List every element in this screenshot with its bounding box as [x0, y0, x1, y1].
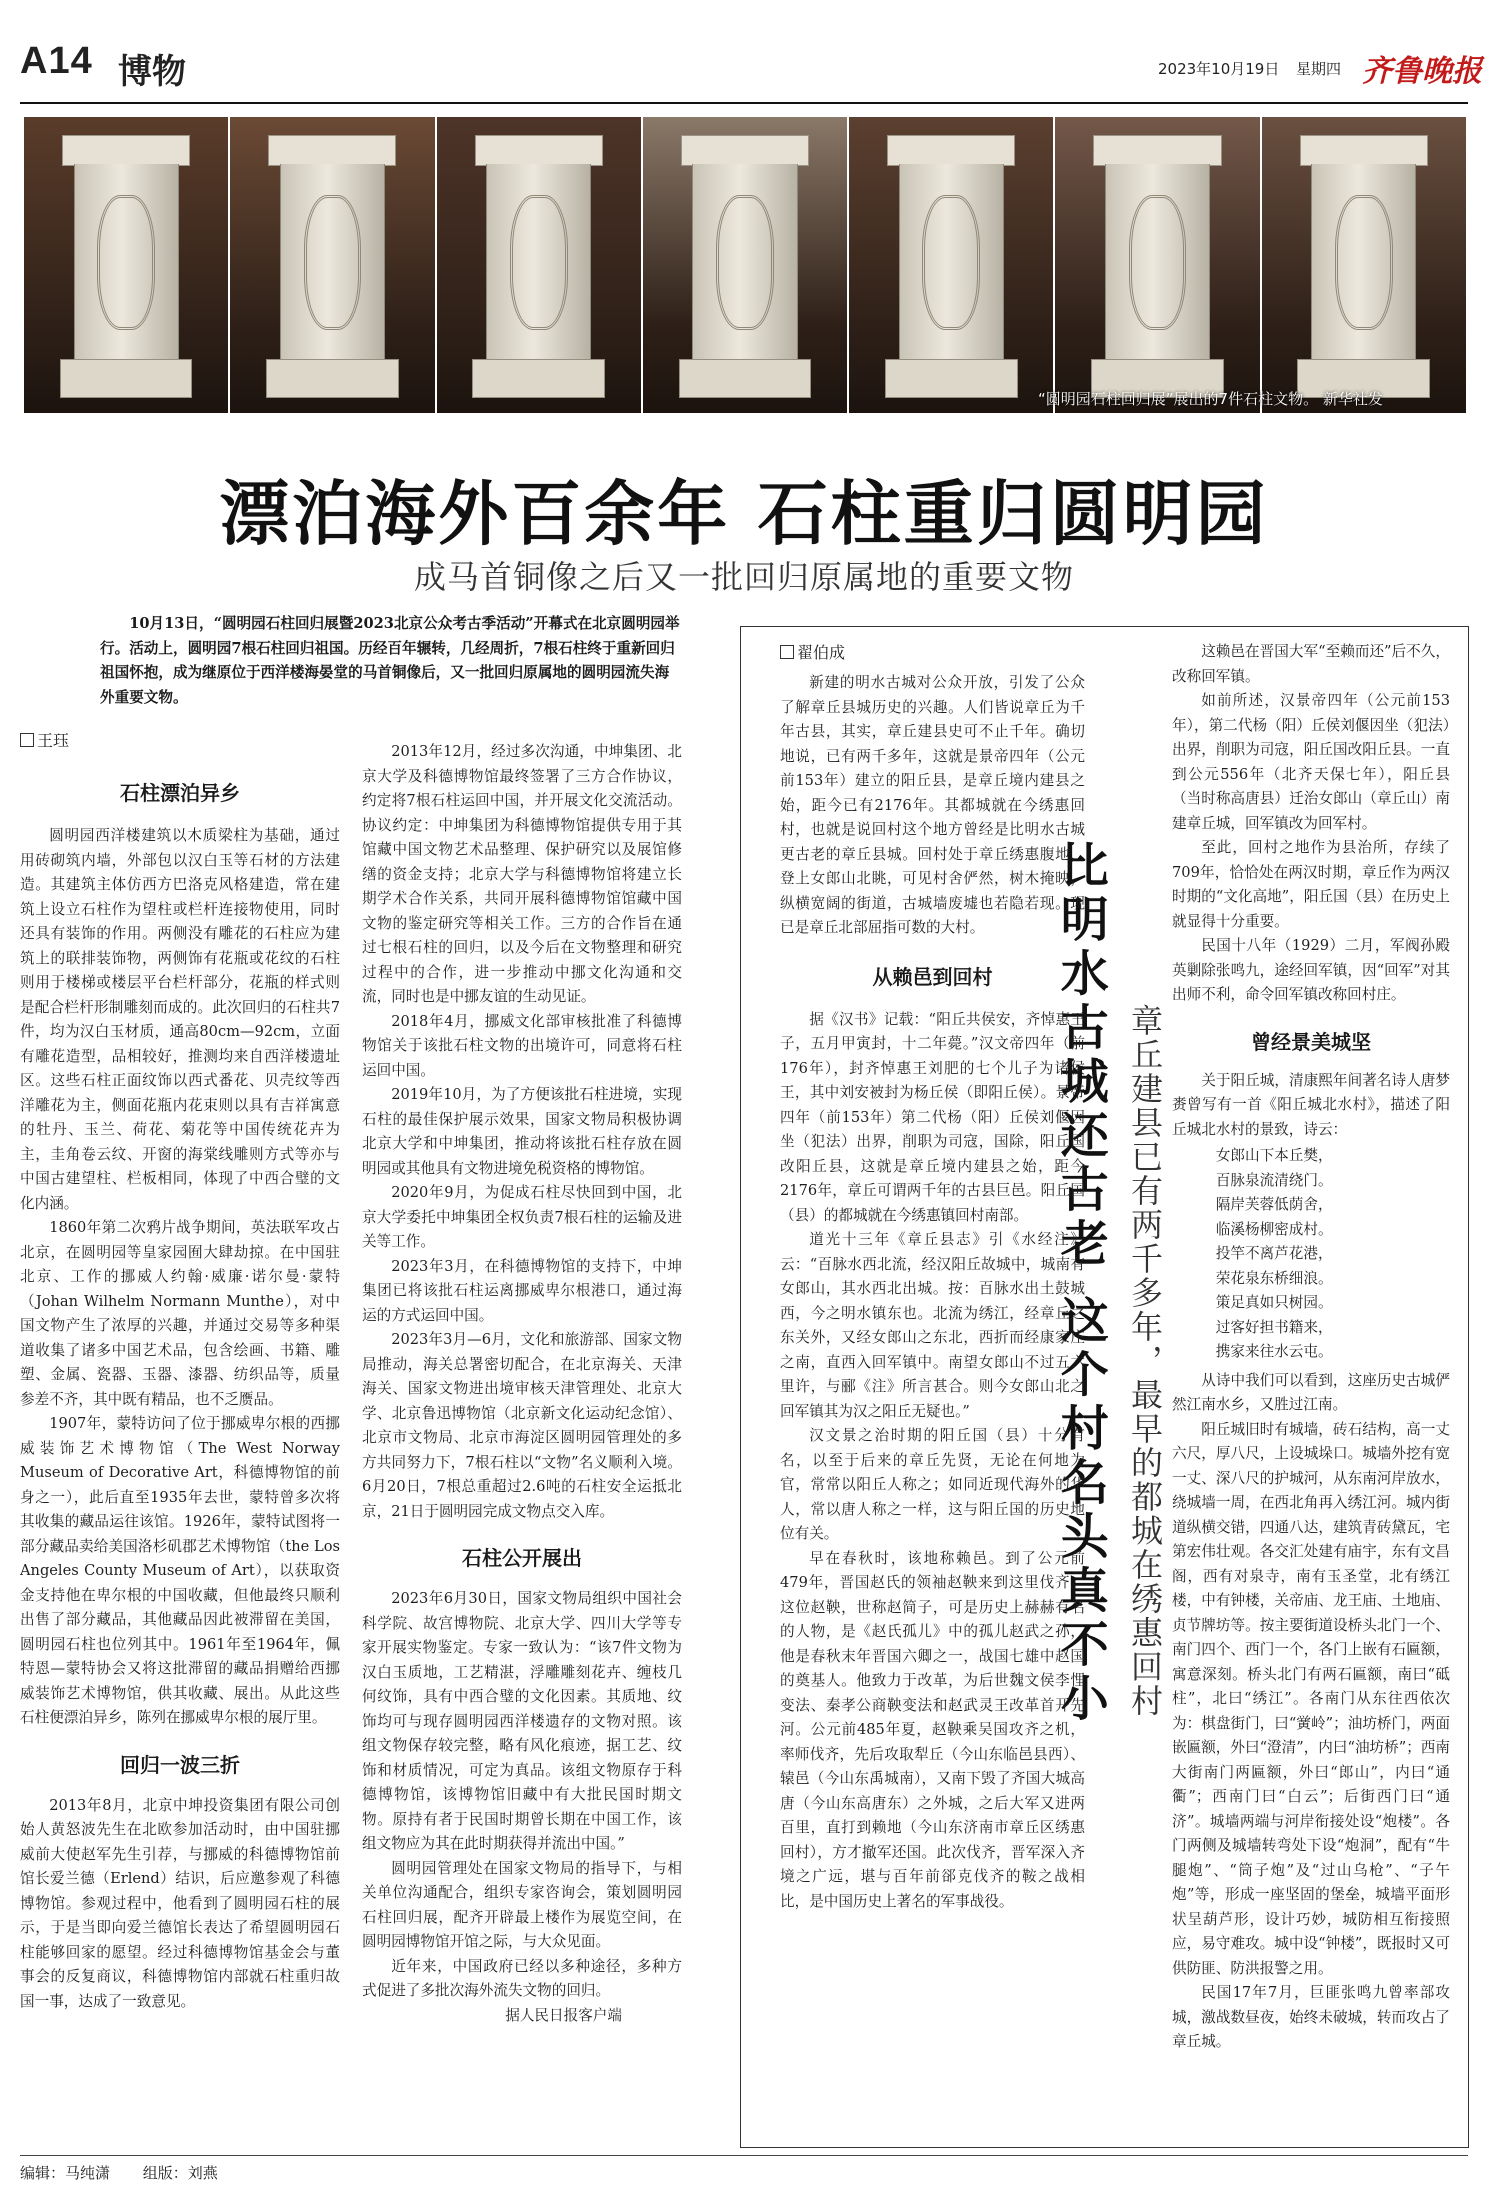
- stone-pillar: [275, 135, 389, 398]
- stone-pillar: [482, 135, 596, 398]
- article-body: [1172, 1069, 1450, 2055]
- paragraph: 民国十八年（1929）二月，军阀孙殿英剿除张鸣九，途经回军镇，因“回军”对其出师不利，命令回军镇改称回村庄。: [1172, 937, 1450, 1003]
- layout-credit: 组版：刘燕: [142, 2164, 218, 2182]
- paragraph: 2023年3月—6月，文化和旅游部、国家文物局推动，海关总署密切配合，在北京海关、天津海关、国家文物进出境审核天津管理处、北京大学、北京鲁迅博物馆（北京新文化运动纪念馆）、北京市文物局、北京市海淀区圆明园管理处的多方共同努力下，7根石柱以“文物”名义顺利入境。6月20日，7根总重超过2.6吨的石柱安全运抵北京，21日于圆明园完成文物点交入库。: [362, 1331, 682, 1520]
- section-heading: 曾经景美城坚: [1251, 1029, 1371, 1054]
- article-body: [780, 671, 1085, 941]
- paragraph: 道光十三年《章丘县志》引《水经注》云：“百脉水西北流，经汉阳丘故城中，城南有女郎山，其水西北出城。按：百脉水出土鼓城西，今之明水镇东也。北流为绣江，经章丘之东关外，又经女郎山之东北，西折而经康家庄之南，直西入回军镇中。南望女郎山不过五六里许，与郦《注》所言甚合。则今女郎山北之回军镇其为汉之阳丘无疑也。”: [780, 1231, 1085, 1420]
- paragraph: 圆明园管理处在国家文物局的指导下，与相关单位沟通配合，组织专家咨询会，策划圆明园石柱回归展，配齐开辟最上楼作为展览空间，在圆明园博物馆开馆之际，与大众见面。: [362, 1859, 682, 1950]
- lead-paragraph: [100, 612, 682, 710]
- paragraph: 据《汉书》记载：“阳丘共侯安，齐悼惠王子，五月甲寅封，十二年薨。”汉文帝四年（前176年），封齐悼惠王刘肥的七个儿子为诸侯王，其中刘安被封为杨丘侯（即阳丘侯）。景帝四年（前153年）第二代杨（阳）丘侯刘偃因坐（犯法）出界，削职为司寇，国除，阳丘国改阳丘县，这就是章丘境内建县之始，距今2176年，章丘可谓两千年的古县巨邑。阳丘国（县）的都城就在今绣惠镇回村南部。: [780, 1010, 1085, 1224]
- poem-line: 百脉泉流清绕门。: [1215, 1171, 1333, 1189]
- paragraph: 2023年3月，在科德博物馆的支持下，中坤集团已将该批石柱运离挪威卑尔根港口，通过海运的方式运回中国。: [362, 1257, 682, 1324]
- section-heading: 从赖邑到回村: [872, 964, 993, 989]
- paragraph: 1860年第二次鸦片战争期间，英法联军攻占北京，在圆明园等皇家园囿大肆劫掠。在中国驻北京、工作的挪威人约翰·威廉·诺尔曼·蒙特（Johan Wilhelm Normann Munthe），对中国文物产生了浓厚的兴趣，并通过交易等多种渠道收集了诸多中国艺术品，包含绘画、书籍、雕塑、金属、瓷器、玉器、漆器、纺织品等，质量参差不齐，其中既有精品，也不乏赝品。: [20, 1219, 340, 1408]
- article-body: [20, 824, 340, 1731]
- article-body: [20, 1794, 340, 2015]
- right-article-col-1: [780, 640, 1085, 1914]
- paragraph: 2013年8月，北京中坤投资集团有限公司创始人黄怒波先生在北欧参加活动时，由中国驻挪威前大使赵军先生引荐，与挪威的科德博物馆前馆长爱兰德（Erlend）结识，后应邀参观了科德博物馆。参观过程中，他看到了圆明园石柱的展示，于是当即向爱兰德馆长表达了希望圆明园石柱能够回家的愿望。经过科德博物馆基金会与董事会的反复商议，科德博物馆内部就石柱重归故国一事，达成了一致意见。: [20, 1796, 340, 2010]
- poem-line: 荣花泉东桥细浪。: [1215, 1269, 1333, 1287]
- poem-line: 策足真如只树园。: [1215, 1294, 1333, 1311]
- paragraph: 阳丘城旧时有城墙，砖石结构，高一丈六尺，厚八尺，上设城垛口。城墙外挖有宽一丈、深八尺的护城河，从东南河岸放水，绕城墙一周，在西北角再入绣江河。城内街道纵横交错，四通八达，建筑青砖黛瓦，宅第宏伟壮观。各交汇处建有庙宇，东有文昌阁，西有对泉寺，南有玉圣堂，北有绣江楼，中有钟楼，关帝庙、龙王庙、土地庙、贞节牌坊等。按主要街道设桥头北门一个、南门四个、西门一个，各门上嵌有石匾额，寓意深刻。桥头北门有两石匾额，南曰“砥柱”，北曰“绣江”。各南门从东往西依次为：棋盘街门，曰“黉岭”；油坊桥门，两面嵌匾额，外曰“澄清”，内曰“油坊桥”；西南大街南门两匾额，外曰“郎山”，内曰“通衢”；西南门曰“白云”；后街西门曰“通济”。城墙两端与河岸衔接处设“炮楼”。各门两侧及城墙转弯处下设“炮洞”，配有“牛腿炮”、“筒子炮”及“过山乌枪”、“子午炮”等，形成一座坚固的堡垒，城墙平面形状呈葫芦形，设计巧妙，城防相互衔接照应，易守难攻。城中设“钟楼”，既报时又可供防匪、防洪报警之用。: [1172, 1420, 1450, 1977]
- pillar-photo-panel: [643, 117, 847, 413]
- paragraph: 2013年12月，经过多次沟通，中坤集团、北京大学及科德博物馆最终签署了三方合作协议，约定将7根石柱运回中国，并开展文化交流活动。协议约定：中坤集团为科德博物馆提供专用于其馆藏中国文物艺术品整理、保护研究以及展馆修缮的资金支持；北京大学与科德博物馆将建立长期学术合作关系，共同开展科德博物馆馆藏中国文物的鉴定研究等相关工作。三方的合作旨在通过七根石柱的回归，以及今后在文物整理和研究过程中的合作，进一步推动中挪文化沟通和交流，同时也是中挪友谊的生动见证。: [362, 743, 682, 1005]
- author-byline: [780, 640, 1085, 663]
- paragraph: 关于阳丘城，清康熙年间著名诗人唐梦赉曾写有一首《阳丘城北水村》，描述了阳丘城北水村的景致，诗云：: [1172, 1071, 1450, 1138]
- paragraph: 至此，回村之地作为县治所，存续了709年，恰恰处在两汉时期，章丘作为两汉时期的“文化高地”，阳丘国（县）在历史上就显得十分重要。: [1172, 839, 1450, 930]
- right-article-col-2: [1172, 640, 1450, 2055]
- pillar-photo-panel: [24, 117, 228, 413]
- poem-line: 隔岸芙蓉低荫舍，: [1215, 1196, 1333, 1213]
- main-headline: 漂泊海外百余年 石柱重归圆明园: [219, 472, 1269, 555]
- photo-caption: “圆明园石柱回归展”展出的7件石柱文物。 新华社发: [1038, 390, 1383, 408]
- pillar-photo-panel: [1055, 117, 1259, 413]
- author-name: 王珏: [37, 731, 70, 750]
- section-heading: 石柱公开展出: [462, 1546, 582, 1570]
- author-byline: [20, 728, 340, 751]
- poem-line: 女郎山下本丘樊，: [1215, 1147, 1333, 1164]
- paragraph: 圆明园西洋楼建筑以木质梁柱为基础，通过用砖砌筑内墙，外部包以汉白玉等石材的方法建造。其建筑主体仿西方巴洛克风格建造，常在建筑上设立石柱作为望柱或栏杆连接物使用，同时还具有装饰的作用。两侧没有雕花的石柱应为建筑上的联排装饰物，两侧饰有花瓶或花纹的石柱则用于楼梯或楼层平台栏杆部分，花瓶的样式则是配合栏杆形制雕刻而成的。此次回归的石柱共7件，均为汉白玉材质，通高80cm—92cm，立面有雕花造型，品相较好，推测均来自西洋楼遗址区。这些石柱正面纹饰以西式番花、贝壳纹等西洋雕花为主，侧面花瓶内花束则以具有吉祥寓意的牡丹、玉兰、荷花、菊花等中国传统花卉为主，圭角卷云纹、开窗的海棠线雕则方式等亦与中国古建望柱、栏板相同，体现了中西合璧的文化内涵。: [20, 827, 340, 1212]
- newspaper-logo: 齐鲁晚报: [1362, 54, 1482, 89]
- paragraph: 民国17年7月，巨匪张鸣九曾率部攻城，激战数昼夜，始终未破城，转而攻占了章丘城。: [1172, 1984, 1450, 2050]
- footer-rule: [20, 2155, 1468, 2156]
- page-number: A14: [20, 40, 93, 82]
- footer-credits: [20, 2162, 246, 2183]
- paragraph: 汉文景之治时期的阳丘国（县）十分有名，以至于后来的章丘先贤，无论在何地为官，常常以阳丘人称之；如同近现代海外的华人，常以唐人称之一样，这与阳丘国的历史地位有关。: [780, 1427, 1085, 1542]
- poem: [1172, 1144, 1450, 1365]
- editor-credit: 编辑：马纯潇: [20, 2164, 111, 2182]
- author-name: 翟伯成: [797, 643, 846, 662]
- poem-line: 过客好担书籍来，: [1215, 1318, 1333, 1336]
- article-body: [1172, 640, 1450, 1008]
- source-credit: 据人民日报客户端: [505, 2006, 622, 2024]
- pillar-photo-panel: [230, 117, 434, 413]
- paragraph: 2023年6月30日，国家文物局组织中国社会科学院、故宫博物院、北京大学、四川大学等专家开展实物鉴定。专家一致认为：“该7件文物为汉白玉质地，工艺精湛，浮雕雕刻花卉、缠枝几何纹饰，具有中西合璧的文化因素。其质地、纹饰均可与现存圆明园西洋楼遗存的文物对照。该组文物保存较完整，略有风化痕迹，据工艺、纹饰和材质情况，可定为真品。该组文物原存于科德博物馆，该博物馆旧藏中有大批民国时期文物。原持有者于民国时期曾长期在中国工作，该组文物应为其在此时期获得并流出中国。”: [362, 1590, 682, 1852]
- paragraph: 如前所述，汉景帝四年（公元前153年），第二代杨（阳）丘侯刘偃因坐（犯法）出界，削职为司寇，阳丘国改阳丘县。一直到公元556年（北齐天保七年），阳丘县（当时称高唐县）迁治女郎山（章丘山）南建章丘城，回军镇改为回军村。: [1172, 692, 1450, 832]
- stone-pillar: [894, 135, 1008, 398]
- article-body: [362, 1587, 682, 2028]
- article-body: [362, 740, 682, 1524]
- header-rule: [20, 102, 1468, 104]
- paragraph: 1907年，蒙特访问了位于挪威卑尔根的西挪威装饰艺术博物馆（The West Norway Museum of Decorative Art，科德博物馆的前身之一），此后直至1935年去世，蒙特曾多次将其收集的藏品运往该馆。1926年，蒙特试图将一部分藏品卖给美国洛杉矶郡艺术博物馆（the Los Angeles County Museum of Art），以获取资金支持他在卑尔根的中国收藏，但他最终只顺利出售了部分藏品，其他藏品因此被滞留在美国，圆明园石柱也位列其中。1961年至1964年，佩特恩—蒙特协会又将这批滞留的藏品捐赠给西挪威装饰艺术博物馆，供其收藏、展出。从此这些石柱便漂泊异乡，陈列在挪威卑尔根的展厅里。: [20, 1415, 340, 1726]
- paragraph: 这赖邑在晋国大军“至赖而还”后不久，改称回军镇。: [1172, 643, 1450, 685]
- section-name: 博物: [118, 52, 186, 92]
- sub-headline: 成马首铜像之后又一批回归原属地的重要文物: [413, 558, 1074, 596]
- paragraph: 早在春秋时，该地称赖邑。到了公元前479年，晋国赵氏的领袖赵鞅来到这里伐齐。这位赵鞅，世称赵简子，可是历史上赫赫有名的人物，是《赵氏孤儿》中的孤儿赵武之孙，他是春秋末年晋国六卿之一，战国七雄中赵国的奠基人。他致力于改革，为后世魏文侯李悝变法、秦孝公商鞅变法和赵武灵王改革首开先河。公元前485年夏，赵鞅乘吴国攻齐之机，率师伐齐，先后攻取犁丘（今山东临邑县西）、辕邑（今山东禹城南），又南下毁了齐国大城高唐（今山东高唐东）之外城，之后大军又进两百里，直打到赖地（今山东济南市章丘区绣惠回村），方才撤军还国。此次伐齐，晋军深入齐境之广远，堪与百年前郤克伐齐的鞍之战相比，是中国历史上著名的军事战役。: [780, 1549, 1085, 1910]
- left-article-col-1: [20, 728, 340, 2014]
- side-article-title: 比明水古城还古老 这个村名头真不小: [1052, 840, 1109, 1727]
- side-article-subtitle: 章丘建县已有两千多年，最早的都城在绣惠回村: [1126, 1004, 1164, 1718]
- issue-weekday: 星期四: [1296, 60, 1342, 78]
- pillar-photo-panel: [1262, 117, 1466, 413]
- paragraph: 近年来，中国政府已经以多种途径，多种方式促进了多批次海外流失文物的回归。: [362, 1957, 682, 1999]
- stone-pillars-photo: [24, 117, 1466, 413]
- paragraph: 从诗中我们可以看到，这座历史古城俨然江南水乡，又胜过江南。: [1172, 1371, 1450, 1413]
- lead-text: 10月13日，“圆明园石柱回归展暨2023北京公众考古季活动”开幕式在北京圆明园举行。活动上，圆明园7根石柱回归祖国。历经百年辗转，几经周折，7根石柱终于重新回归祖国怀抱，成为继原位于西洋楼海晏堂的马首铜像后，又一批回归原属地的圆明园流失海外重要文物。: [100, 615, 680, 706]
- issue-date: 2023年10月19日: [1158, 60, 1280, 78]
- paragraph: 新建的明水古城对公众开放，引发了公众了解章丘县城历史的兴趣。人们皆说章丘为千年古县，其实，章丘建县史可不止千年。确切地说，已有两千多年，这就是景帝四年（公元前153年）建立的阳丘县，是章丘境内建县之始，距今已有2176年。其都城就在今绣惠回村，也就是说回村这个地方曾经是比明水古城更古老的章丘县城。回村处于章丘绣惠腹地，登上女郎山北眺，可见村舍俨然，树木掩映，纵横宽阔的街道，古城墙废墟也若隐若现。现已是章丘北部屈指可数的大村。: [780, 674, 1085, 936]
- stone-pillar: [1307, 135, 1421, 398]
- stone-pillar: [1100, 135, 1214, 398]
- paragraph: 2018年4月，挪威文化部审核批准了科德博物馆关于该批石柱文物的出境许可，同意将石柱运回中国。: [362, 1012, 682, 1079]
- paragraph: 2020年9月，为促成石柱尽快回到中国，北京大学委托中坤集团全权负责7根石柱的运输及进关等工作。: [362, 1184, 682, 1250]
- article-body: [780, 1008, 1085, 1915]
- section-heading: 石柱漂泊异乡: [120, 781, 240, 805]
- paragraph: 2019年10月，为了方便该批石柱进境，实现石柱的最佳保护展示效果，国家文物局积极协调北京大学和中坤集团，推动将该批石柱存放在圆明园或其他具有文物进境免税资格的博物馆。: [362, 1086, 682, 1177]
- poem-line: 临溪杨柳密成村。: [1215, 1220, 1333, 1238]
- pillar-photo-panel: [437, 117, 641, 413]
- section-heading: 回归一波三折: [120, 1752, 240, 1777]
- poem-line: 投竿不离芦花港，: [1215, 1245, 1333, 1262]
- poem-line: 携家来往水云屯。: [1215, 1343, 1333, 1360]
- stone-pillar: [69, 135, 183, 398]
- left-article-col-2: [362, 740, 682, 2028]
- pillar-photo-panel: [849, 117, 1053, 413]
- stone-pillar: [688, 135, 802, 398]
